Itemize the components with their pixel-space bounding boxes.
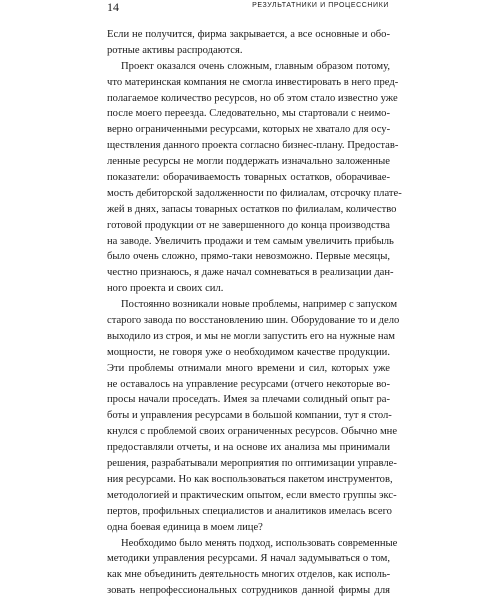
text-line: методики управления ресурсами. Я начал задумываться о том,: [107, 551, 390, 567]
paragraph-2: [107, 59, 390, 297]
text-line: честно признаюсь, я даже начал сомневаться в реализации дан-: [107, 265, 390, 281]
text-line: полагаемое количество ресурсов, но об этом стало известно уже: [107, 91, 390, 107]
text-line: верно ограниченными ресурсами, которых не хватало для осу-: [107, 122, 390, 138]
running-header-title: РЕЗУЛЬТАТНИКИ И ПРОЦЕССНИКИ: [252, 1, 389, 10]
text-line: Необходимо было менять подход, использовать современные: [107, 536, 390, 552]
text-line: мость дебиторской задолженности по филиалам, отсрочку плате-: [107, 186, 390, 202]
text-line: ного проекта и своих сил.: [107, 281, 390, 297]
text-line: готовой продукции от не завершенного до конца производства: [107, 218, 390, 234]
text-line: мощности, не говоря уже о необходимом качестве продукции.: [107, 345, 390, 361]
text-line: пертов, профильных специалистов и аналитиков имелась всего: [107, 504, 390, 520]
text-line: кнулся с проблемой своих ограниченных ресурсов. Обычно мне: [107, 424, 390, 440]
text-line: ществления данного проекта согласно бизнес-плану. Предостав-: [107, 138, 390, 154]
text-line: решения, разрабатывали мероприятия по оптимизации управле-: [107, 456, 390, 472]
text-line: Если не получится, фирма закрывается, а все основные и обо-: [107, 27, 390, 43]
text-line: жей в днях, запасы товарных остатков по филиалам, количество: [107, 202, 390, 218]
text-line: предоставляли отчеты, и на основе их анализа мы принимали: [107, 440, 390, 456]
page-number: 14: [107, 1, 119, 13]
text-line: просы начали проседать. Имея за плечами солидный опыт ра-: [107, 392, 390, 408]
text-line: после моего переезда. Следовательно, мы стартовали с неимо-: [107, 106, 390, 122]
text-line: показатели: оборачиваемость товарных остатков, оборачивае-: [107, 170, 390, 186]
text-line: что материнская компания не смогла инвестировать в него пред-: [107, 75, 390, 91]
text-line: Эти проблемы отнимали много времени и сил, которых уже: [107, 361, 390, 377]
body-text: [107, 27, 390, 599]
text-line: боты и управления ресурсами в большой компании, тут я стол-: [107, 408, 390, 424]
text-line: выходило из строя, и мы не могли запустить его на нужные нам: [107, 329, 390, 345]
text-line: было очень сложно, прямо-таки невозможно. Первые месяцы,: [107, 249, 390, 265]
text-line: методологией и практическим опытом, если вместо группы экс-: [107, 488, 390, 504]
text-line: одна боевая единица в моем лице?: [107, 520, 390, 536]
text-line: ротные активы распродаются.: [107, 43, 390, 59]
text-line: ния ресурсами. Но как воспользоваться пакетом инструментов,: [107, 472, 390, 488]
paragraph-4: [107, 536, 390, 599]
text-line: на заводе. Увеличить продажи и тем самым увеличить прибыль: [107, 234, 390, 250]
text-line: Проект оказался очень сложным, главным образом потому,: [107, 59, 390, 75]
text-line: Постоянно возникали новые проблемы, например с запуском: [107, 297, 390, 313]
text-line: зовать непрофессиональных сотрудников данной фирмы для: [107, 583, 390, 599]
paragraph-1: [107, 27, 390, 59]
text-line: ленные ресурсы не могли поддержать изначально заложенные: [107, 154, 390, 170]
text-line: не оставалось на управление ресурсами (отчего некоторые во-: [107, 377, 390, 393]
text-line: как мне объединить деятельность многих отделов, как исполь-: [107, 567, 390, 583]
text-line: старого завода по восстановлению шин. Оборудование то и дело: [107, 313, 390, 329]
